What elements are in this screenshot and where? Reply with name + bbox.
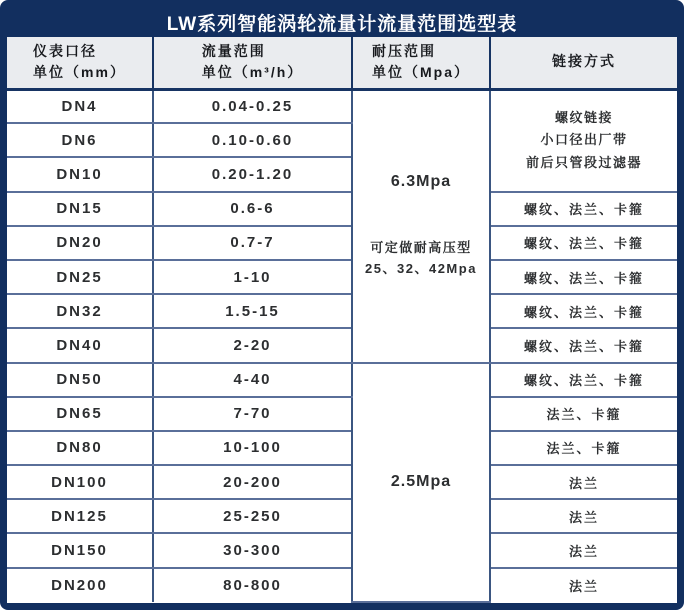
- connection-cell: 螺纹、法兰、卡箍: [490, 192, 677, 226]
- spec-table: [7, 37, 677, 603]
- table-row: [7, 568, 677, 602]
- header-connection: [490, 37, 677, 89]
- connection-cell-merged: [490, 89, 677, 192]
- header-pressure-line1: 耐压范围: [372, 42, 436, 59]
- diameter-cell: DN125: [7, 499, 153, 533]
- header-diameter-line2: 单位（mm）: [33, 64, 126, 81]
- pressure-value: 6.3Mpa: [390, 172, 452, 190]
- connection-line2: 小口径出厂带: [540, 132, 628, 148]
- connection-cell: 螺纹、法兰、卡箍: [490, 294, 677, 328]
- header-flow-range: [153, 37, 352, 89]
- diameter-cell: DN100: [7, 465, 153, 499]
- diameter-cell: DN32: [7, 294, 153, 328]
- diameter-cell: DN6: [7, 123, 153, 157]
- table-header-row: [7, 37, 677, 89]
- connection-cell: 法兰: [490, 499, 677, 533]
- flow-range-cell: 1-10: [153, 260, 352, 294]
- table-row: [7, 89, 677, 123]
- header-flow-range-line2: 单位（m³/h）: [201, 64, 304, 81]
- flow-range-cell: 0.20-1.20: [153, 157, 352, 191]
- pressure-note-line1: 可定做耐高压型: [370, 239, 472, 255]
- table-row: [7, 192, 677, 226]
- connection-cell: 螺纹、法兰、卡箍: [490, 328, 677, 362]
- flow-range-cell: 0.04-0.25: [153, 89, 352, 123]
- flow-range-cell: 0.6-6: [153, 192, 352, 226]
- table-row: [7, 465, 677, 499]
- flow-range-cell: 0.7-7: [153, 226, 352, 260]
- flow-range-cell: 10-100: [153, 431, 352, 465]
- table-row: [7, 431, 677, 465]
- connection-cell: 螺纹、法兰、卡箍: [490, 363, 677, 397]
- table-row: [7, 328, 677, 362]
- header-pressure: [352, 37, 490, 89]
- pressure-note: [353, 237, 489, 280]
- flow-range-cell: 20-200: [153, 465, 352, 499]
- connection-line3: 前后只管段过滤器: [525, 154, 642, 170]
- connection-cell: 法兰、卡箍: [490, 397, 677, 431]
- connection-line1: 螺纹链接: [554, 110, 613, 126]
- table-row: [7, 363, 677, 397]
- connection-cell: 法兰: [490, 568, 677, 602]
- pressure-cell-25mpa: [352, 363, 490, 603]
- table-row: [7, 226, 677, 260]
- flow-range-cell: 2-20: [153, 328, 352, 362]
- table-row: [7, 533, 677, 567]
- header-diameter: [7, 37, 153, 89]
- flow-range-cell: 1.5-15: [153, 294, 352, 328]
- flow-range-cell: 0.10-0.60: [153, 123, 352, 157]
- table-row: [7, 397, 677, 431]
- diameter-cell: DN80: [7, 431, 153, 465]
- header-connection-label: 链接方式: [552, 53, 616, 70]
- header-flow-range-line1: 流量范围: [201, 42, 266, 59]
- header-pressure-line2: 单位（Mpa）: [372, 64, 470, 81]
- flow-range-cell: 30-300: [153, 533, 352, 567]
- spec-table-body: [7, 37, 677, 603]
- diameter-cell: DN50: [7, 363, 153, 397]
- diameter-cell: DN4: [7, 89, 153, 123]
- diameter-cell: DN65: [7, 397, 153, 431]
- pressure-value: 2.5Mpa: [390, 473, 452, 491]
- connection-cell: 法兰: [490, 465, 677, 499]
- table-row: [7, 260, 677, 294]
- diameter-cell: DN10: [7, 157, 153, 191]
- pressure-cell-63mpa: [352, 89, 490, 363]
- connection-cell: 螺纹、法兰、卡箍: [490, 226, 677, 260]
- flow-range-cell: 80-800: [153, 568, 352, 602]
- page-title: LW系列智能涡轮流量计流量范围选型表: [166, 13, 518, 35]
- diameter-cell: DN25: [7, 260, 153, 294]
- diameter-cell: DN15: [7, 192, 153, 226]
- table-row: [7, 499, 677, 533]
- pressure-note-line2: 25、32、42Mpa: [365, 261, 477, 276]
- diameter-cell: DN150: [7, 533, 153, 567]
- connection-cell: 法兰、卡箍: [490, 431, 677, 465]
- header-diameter-line1: 仪表口径: [33, 42, 98, 59]
- flow-range-cell: 4-40: [153, 363, 352, 397]
- flow-range-cell: 7-70: [153, 397, 352, 431]
- table-row: [7, 294, 677, 328]
- connection-cell: 螺纹、法兰、卡箍: [490, 260, 677, 294]
- diameter-cell: DN200: [7, 568, 153, 602]
- flow-range-cell: 25-250: [153, 499, 352, 533]
- diameter-cell: DN40: [7, 328, 153, 362]
- connection-cell: 法兰: [490, 533, 677, 567]
- diameter-cell: DN20: [7, 226, 153, 260]
